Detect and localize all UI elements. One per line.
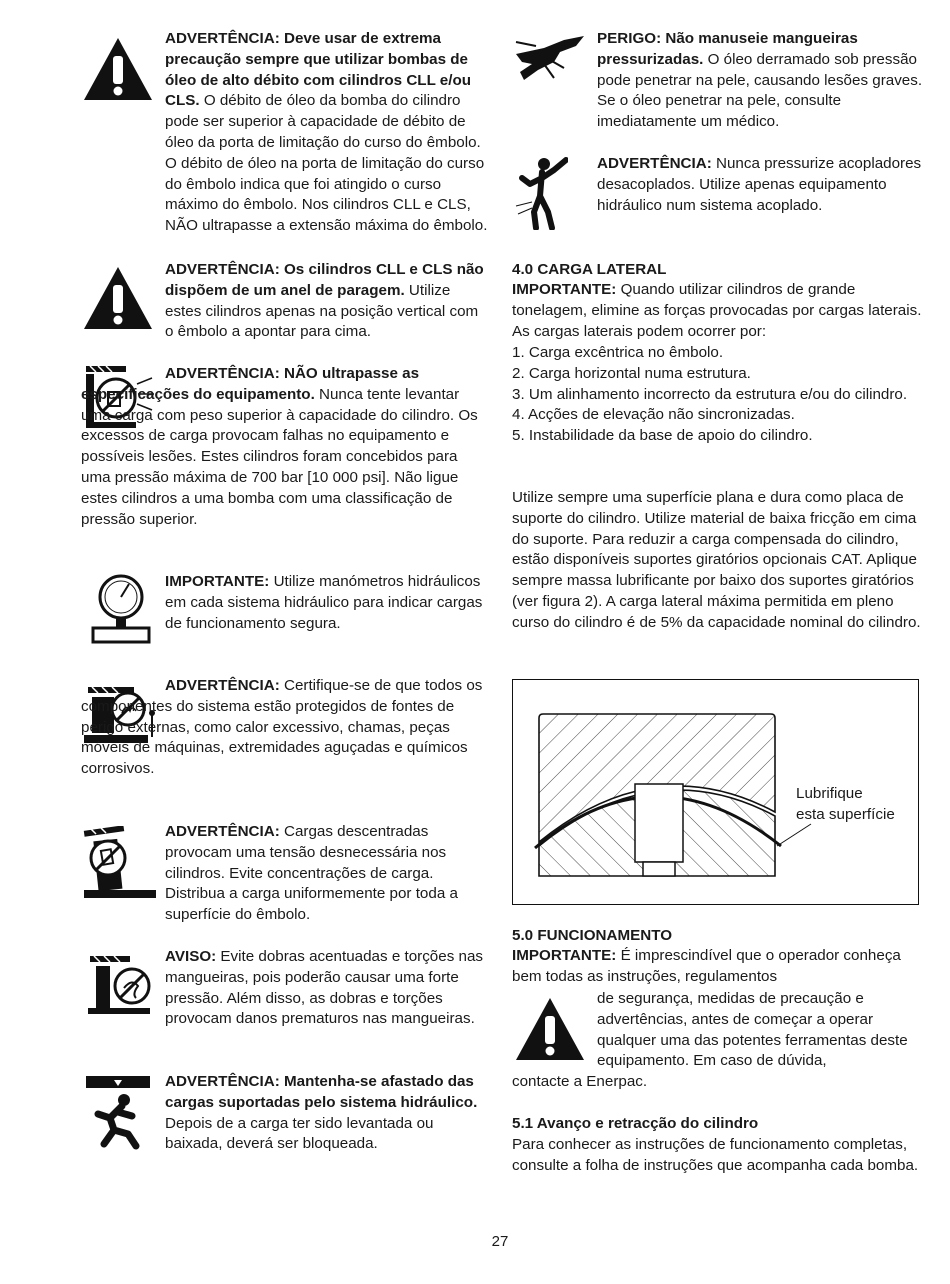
uncoupled-coupler-hazard-icon [514, 156, 568, 230]
side-load-important: IMPORTANTE: Quando utilizar cilindros de grande tonelagem, elimine as forças provocadas por cargas laterais. As cargas laterais podem ocorrer por: [512, 281, 922, 340]
warning-no-stop-ring: ADVERTÊNCIA: Os cilindros CLL e CLS não dispõem de um anel de paragem. Utilize estes cilindros apenas na posição vertical com o êmbolo a apontar para cima. [165, 261, 484, 341]
danger-pressurized-hoses: PERIGO: Não manuseie mangueiras pressurizadas. O óleo derramado sob pressão pode penetrar na pele, causando lesões graves. Se o óleo penetrar na pele, consulte imediatamente um médico. [597, 30, 923, 131]
operation-important: IMPORTANTE: É imprescindível que o operador conheça bem todas as instruções, regulamentos [512, 947, 901, 985]
list-item: 3. Um alinhamento incorrecto da estrutura e/ou do cilindro. [512, 385, 908, 403]
side-load-causes-list [512, 343, 932, 447]
advance-retract-text: Para conhecer as instruções de funcionamento completas, consulte a folha de instruções que acompanha cada bomba. [512, 1136, 919, 1174]
warning-uncoupled-couplers: ADVERTÊNCIA: Nunca pressurize acopladores desacoplados. Utilize apenas equipamento hidráulico num sistema acoplado. [597, 155, 922, 214]
side-load-paragraph: Utilize sempre uma superfície plana e dura como placa de suporte do cilindro. Utilize material de baixa fricção em cima do suporte. Para reduzir a carga compensada do cilindro, estão disponíveis suportes giratórios opcionais CAT. Aplique sempre massa lubrificante por baixo dos suportes giratórios (ver figura 2). A carga lateral máxima permitida em pleno curso do cilindro é de 5% da capacidade nominal do cilindro. [512, 489, 921, 631]
hose-kink-prohibited-icon [86, 954, 158, 1016]
warning-triangle-icon [514, 996, 586, 1062]
list-item: 1. Carga excêntrica no êmbolo. [512, 344, 724, 361]
warning-equipment-specs-text: ADVERTÊNCIA: NÃO ultrapasse as especificações do equipamento. Nunca tente levantar uma carga com peso superior à capacidade do cilindro. Os excessos de carga provocam falhas no equipamento e possíveis lesões. Estes cilindros foram concebidos para uma pressão máxima de 700 bar [10 000 psi]. Não ligue estes cilindros a uma bomba com uma classificação de pressão superior. [81, 365, 478, 528]
page-number: 27 [491, 1233, 509, 1250]
section-heading-side-load: 4.0 CARGA LATERAL [512, 261, 667, 278]
list-item: 5. Instabilidade da base de apoio do cilindro. [512, 427, 813, 445]
warning-triangle-icon [82, 265, 154, 331]
warning-triangle-icon [82, 36, 154, 102]
operation-important-continued: de segurança, medidas de precaução e advertências, antes de começar a operar qualquer uma das potentes ferramentas deste equipamento. Em caso de dúvida, [597, 990, 908, 1070]
warning-off-center-loads: ADVERTÊNCIA: Cargas descentradas provocam uma tensão desnecessária nos cilindros. Evite concentrações de carga. Distribua a carga uniformemente por toda a superfície do êmbolo. [165, 823, 458, 924]
figure-saddle-lubrication [512, 679, 919, 905]
off-center-load-icon [82, 826, 158, 900]
warning-external-hazards: ADVERTÊNCIA: Certifique-se de que todos os componentes do sistema estão protegidos de fontes de perigo externas, como calor excessivo, chamas, peças móveis de máquinas, extremidades aguçadas e químicos corrosivos. [81, 677, 483, 778]
list-item: 2. Carga horizontal numa estrutura. [512, 364, 751, 382]
figure-label: Lubrifique esta superfície [796, 785, 895, 823]
section-heading-operation: 5.0 FUNCIONAMENTO [512, 927, 673, 944]
warning-high-flow-pump: ADVERTÊNCIA: Deve usar de extrema precaução sempre que utilizar bombas de óleo de alto débito com cilindros CLL e/ou CLS. O débito de óleo da bomba do cilindro pode ser superior à capacidade de débito de óleo da porta de limitação do curso do êmbolo. O débito de óleo na porta de limitação do curso do êmbolo indica que foi atingido o curso máximo do êmbolo. Nos cilindros CLL e CLS, NÃO ultrapasse a extensão máxima do êmbolo. [165, 30, 488, 235]
crush-hazard-icon [84, 1074, 152, 1150]
notice-hose-kinks: AVISO: Evite dobras acentuadas e torções nas mangueiras, pois poderão causar uma forte pressão. Além disso, as dobras e torções provocam danos prematuros nas mangueiras. [165, 948, 483, 1028]
important-gauges: IMPORTANTE: Utilize manómetros hidráulicos em cada sistema hidráulico para indicar cargas de funcionamento segura. [165, 573, 483, 632]
warning-stay-clear-loads: ADVERTÊNCIA: Mantenha-se afastado das cargas suportadas pelo sistema hidráulico. Depois de a carga ter sido levantada ou baixada, deverá ser bloqueada. [165, 1073, 478, 1153]
section-heading-advance-retract: 5.1 Avanço e retracção do cilindro [512, 1115, 759, 1132]
operation-contact: contacte a Enerpac. [512, 1073, 648, 1090]
pressurized-hose-hand-icon [514, 34, 586, 84]
pressure-gauge-icon [89, 573, 153, 645]
list-item: 4. Acções de elevação não sincronizadas. [512, 406, 795, 424]
